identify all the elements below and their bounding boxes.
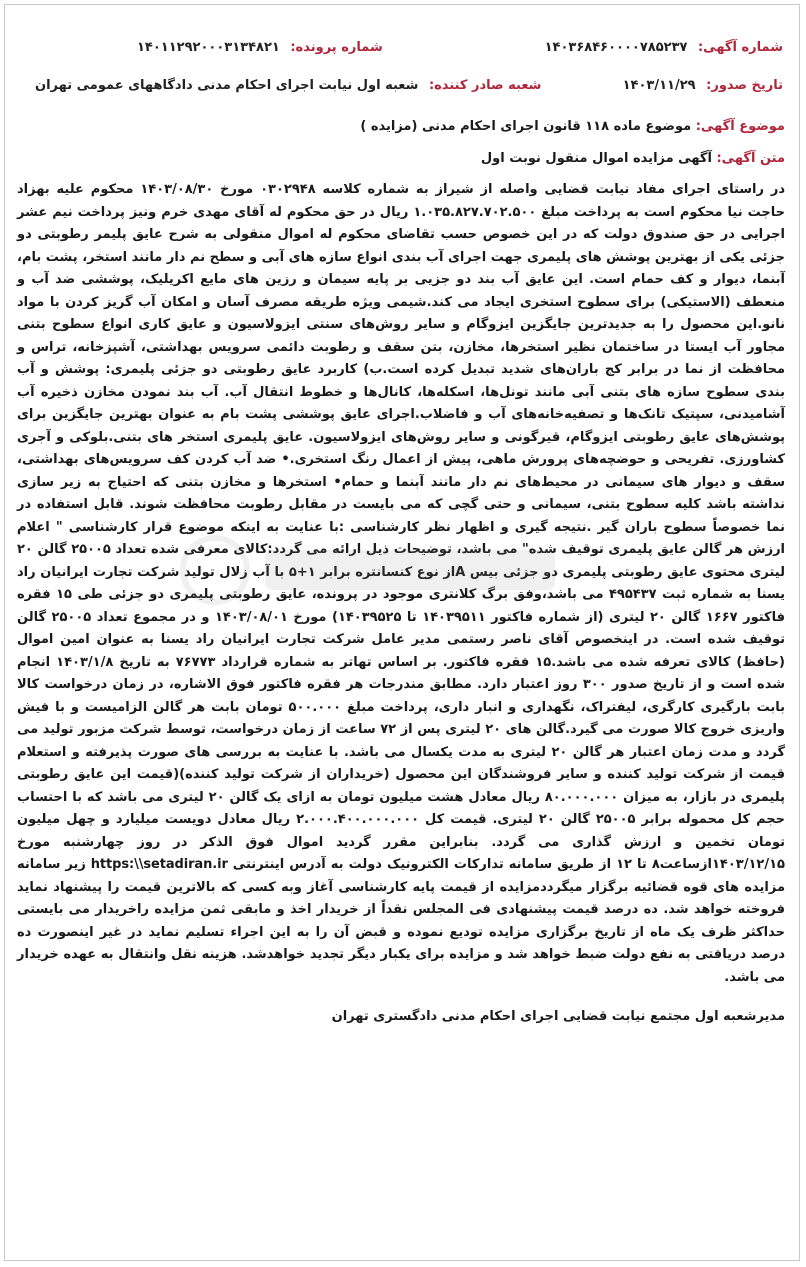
issue-date-value: ۱۴۰۳/۱۱/۲۹ <box>622 78 696 93</box>
text-title-value: آگهی مزایده اموال منقول نوبت اول <box>480 151 712 166</box>
subject-value: موضوع ماده ۱۱۸ قانون اجرای احکام مدنی (مزایده ) <box>360 119 692 134</box>
issue-date-row <box>623 75 783 97</box>
issue-date-label: تاریخ صدور: <box>706 78 783 93</box>
ad-number-value: ۱۴۰۳۶۸۴۶۰۰۰۰۷۸۵۲۳۷ <box>544 40 688 55</box>
ad-number-label: شماره آگهی: <box>697 40 783 55</box>
issuer-row <box>35 75 541 97</box>
notice-header <box>17 19 787 129</box>
subject-line <box>17 115 787 139</box>
ad-number-row <box>545 37 783 59</box>
text-title-line <box>17 147 787 171</box>
case-number-value: ۱۴۰۱۱۲۹۲۰۰۰۳۱۳۴۸۲۱ <box>137 40 280 55</box>
text-title-label: متن آگهی: <box>716 151 785 166</box>
case-number-row <box>137 37 383 59</box>
notice-paragraph: در راستای اجرای مفاد نیابت قضایی واصله از شیراز به شماره کلاسه ۰۳۰۲۹۴۸ مورخ ۱۴۰۳/۰۸/۳۰ محکوم علیه بهزاد حاجت نیا محکوم است به پرداخت مبلغ ۱.۰۳۵.۸۲۷.۷۰۲.۵۰۰ ریال در حق محکوم له آقای مهدی خرم ونیز پرداخت نیم عشر اجرایی در حق صندوق دولت که در این خصوص حسب تقاضای محکوم له اموال منقولی به شرح عایق پلیمر رطوبتی دو جزئی یکی از بهترین پوشش های پلیمری جهت اجرای آب بندی انواع سازه های آبی و سطح نم دار مانند استخر، پشت بام، آبنما، دیوار و کف حمام است. این عایق آب بند دو جزیی بر پایه سیمان و رزین های مایع اکریلیک، پوششی ضد آب و منعطف (الاستیکی) برای سطوح استخری ایجاد می کند.شیمی ویژه طریقه مصرف آسان و امکان آب گریز کردن با مواد نانو.این محصول را به جدیدترین جایگزین ایزوگام و سایر روش‌های سنتی ایزولاسیون و عایق کاری انواع سطوح بتنی مجاور آب ایستا در ساختمان نظیر استخرها، مخازن، بتن سقف و رطوبت دائمی سرویس بهداشتی، آشپزخانه، تراس و محافظت از نما در برابر کج باران‌های شدید تبدیل کرده است.ب) کاربرد عایق رطوبتی دو جزئی پلیمری: پوشش و آب بندی سطوح سازه های بتنی آبی مانند تونل‌ها، اسکله‌ها، کانال‌ها و خطوط انتقال آب. آب بند نمودن مخازن ذخیره آب آشامیدنی، سپتیک تانک‌ها و تصفیه‌خانه‌های آب و فاضلاب.اجرای عایق پوششی پشت بام به عنوان بهترین جایگزین برای پوشش‌های عایق رطوبتی ایزوگام، قیرگونی و سایر روش‌های ایزولاسیون. عایق پلیمری استخر های بتنی.بلوکی و آجری کشاورزی. تفریحی و حوضچه‌های پرورش ماهی، پیش از اعمال رنگ استخری.• ضد آب کردن کف سرویس‌های بهداشتی، سقف و دیوار های سیمانی در محیط‌های نم دار مانند آبنما و حمام• استخرها و مخازن بتنی که احتیاج به زیر سازی نداشته باشد کلیه سطوح بتنی، سیمانی و حتی گچی که می بایست در مقابل رطوبت محافظت شوند. قابل استفاده در نما خصوصاً سطوح باران گیر .نتیجه گیری و اظهار نظر کارشناسی :با عنایت به اینکه موضوع قرار کارشناسی " اعلام ارزش هر گالن عایق پلیمری توقیف شده" می باشد، توضیحات ذیل ارائه می گردد:کالای معرفی شده تعداد ۲۵۰۰۵ گالن ۲۰ لیتری محتوی عایق رطوبتی پلیمری دو جزئی بیس Aاز نوع کنسانتره برابر ۱+۵ با آب زلال تولید شرکت تجارت ایرانیان راد یسنا به شماره ثبت ۴۹۵۴۳۷ می باشد،وفق برگ کلانتری موجود در پرونده، عایق رطوبتی پلیمری دو جزئی طی ۱۵ فقره فاکتور ۱۶۶۷ گالن ۲۰ لیتری (از شماره فاکتور ۱۴۰۳۹۵۱۱ تا ۱۴۰۳۹۵۲۵) مورخ ۱۴۰۳/۰۸/۰۱ و در مجموع تعداد ۲۵۰۰۵ گالن توقیف شده است. در اینخصوص آقای ناصر رستمی مدیر عامل شرکت تجارت ایرانیان راد یسنا به عنوان امین اموال (حافظ) کالای تعرفه شده می باشد.۱۵ فقره فاکتور. بر اساس تهاتر به شماره قرارداد ۷۶۷۷۳ به تاریخ ۱۴۰۳/۱/۸ انجام شده است و از تاریخ صدور ۳۰۰ روز اعتبار دارد. مطابق مندرجات هر فقره فاکتور فوق الاشاره، در زمان درخواست کالا بابت بارگیری کارگری، لیفتراک، نگهداری و انبار داری، پرداخت مبلغ ۵۰۰.۰۰۰ تومان بابت هر گالن الزامیست و با فیش واریزی خروج کالا صورت می گیرد.گالن های ۲۰ لیتری پس از ۷۲ ساعت از زمان درخواست، توسط شرکت مزبور تولید می گردد و مدت زمان اعتبار هر گالن ۲۰ لیتری به مدت یکسال می باشد. با عنایت به بررسی های صورت پذیرفته و استعلام قیمت از شرکت تولید کننده و سایر فروشندگان این محصول (خریداران از شرکت تولید کننده)(قیمت این عایق رطوبتی پلیمری در بازار، به میزان ۸۰.۰۰۰.۰۰۰ ریال معادل هشت میلیون تومان به ازای یک گالن ۲۰ لیتری می باشد که با احتساب حجم کل محموله برابر ۲۵۰۰۵ گالن ۲۰ لیتری. قیمت کل ۲.۰۰۰.۴۰۰.۰۰۰.۰۰۰ ریال معادل دویست میلیارد و چهل میلیون تومان تخمین و ارزش گذاری می گردد. بنابراین مقرر گردید اموال فوق الذکر در روز چهارشنبه مورخ ۱۴۰۳/۱۲/۱۵ازساعت۸ تا ۱۲ از طریق سامانه تدارکات الکترونیک دولت به آدرس اینترنتی https:\\setadiran.ir زیر سامانه مزایده های قوه قضائیه برگزار میگرددمزایده از قیمت پایه کارشناسی آغاز وبه کسی که بالاترین قیمت را پیشنهاد نماید فروخته خواهد شد. ده درصد قیمت پیشنهادی فی المجلس نقداً از خریدار اخذ و مابقی ثمن مزایده راخریدار می بایستی حداکثر ظرف یک ماه از تاریخ برگزاری مزایده تودیع نموده و قبض آن را به این اجراء تسلیم نماید در غیر اینصورت ده درصد دریافتی به نفع دولت ضبط خواهد شد و مزایده برای یکبار دیگر تجدید خواهدشد. هزینه نقل وانتقال به عهده خریدار می باشد. <box>17 182 786 985</box>
issuer-value: شعبه اول نیابت اجرای احکام مدنی دادگاههای عمومی تهران <box>35 78 419 93</box>
signature-line: مدیرشعبه اول مجتمع نیابت قضایی اجرای احکام مدنی دادگستری تهران <box>331 1009 785 1024</box>
notice-body <box>17 115 787 1029</box>
subject-label: موضوع آگهی: <box>695 119 785 134</box>
case-number-label: شماره پرونده: <box>290 40 383 55</box>
issuer-label: شعبه صادر کننده: <box>428 78 542 93</box>
notice-frame <box>4 4 800 1261</box>
